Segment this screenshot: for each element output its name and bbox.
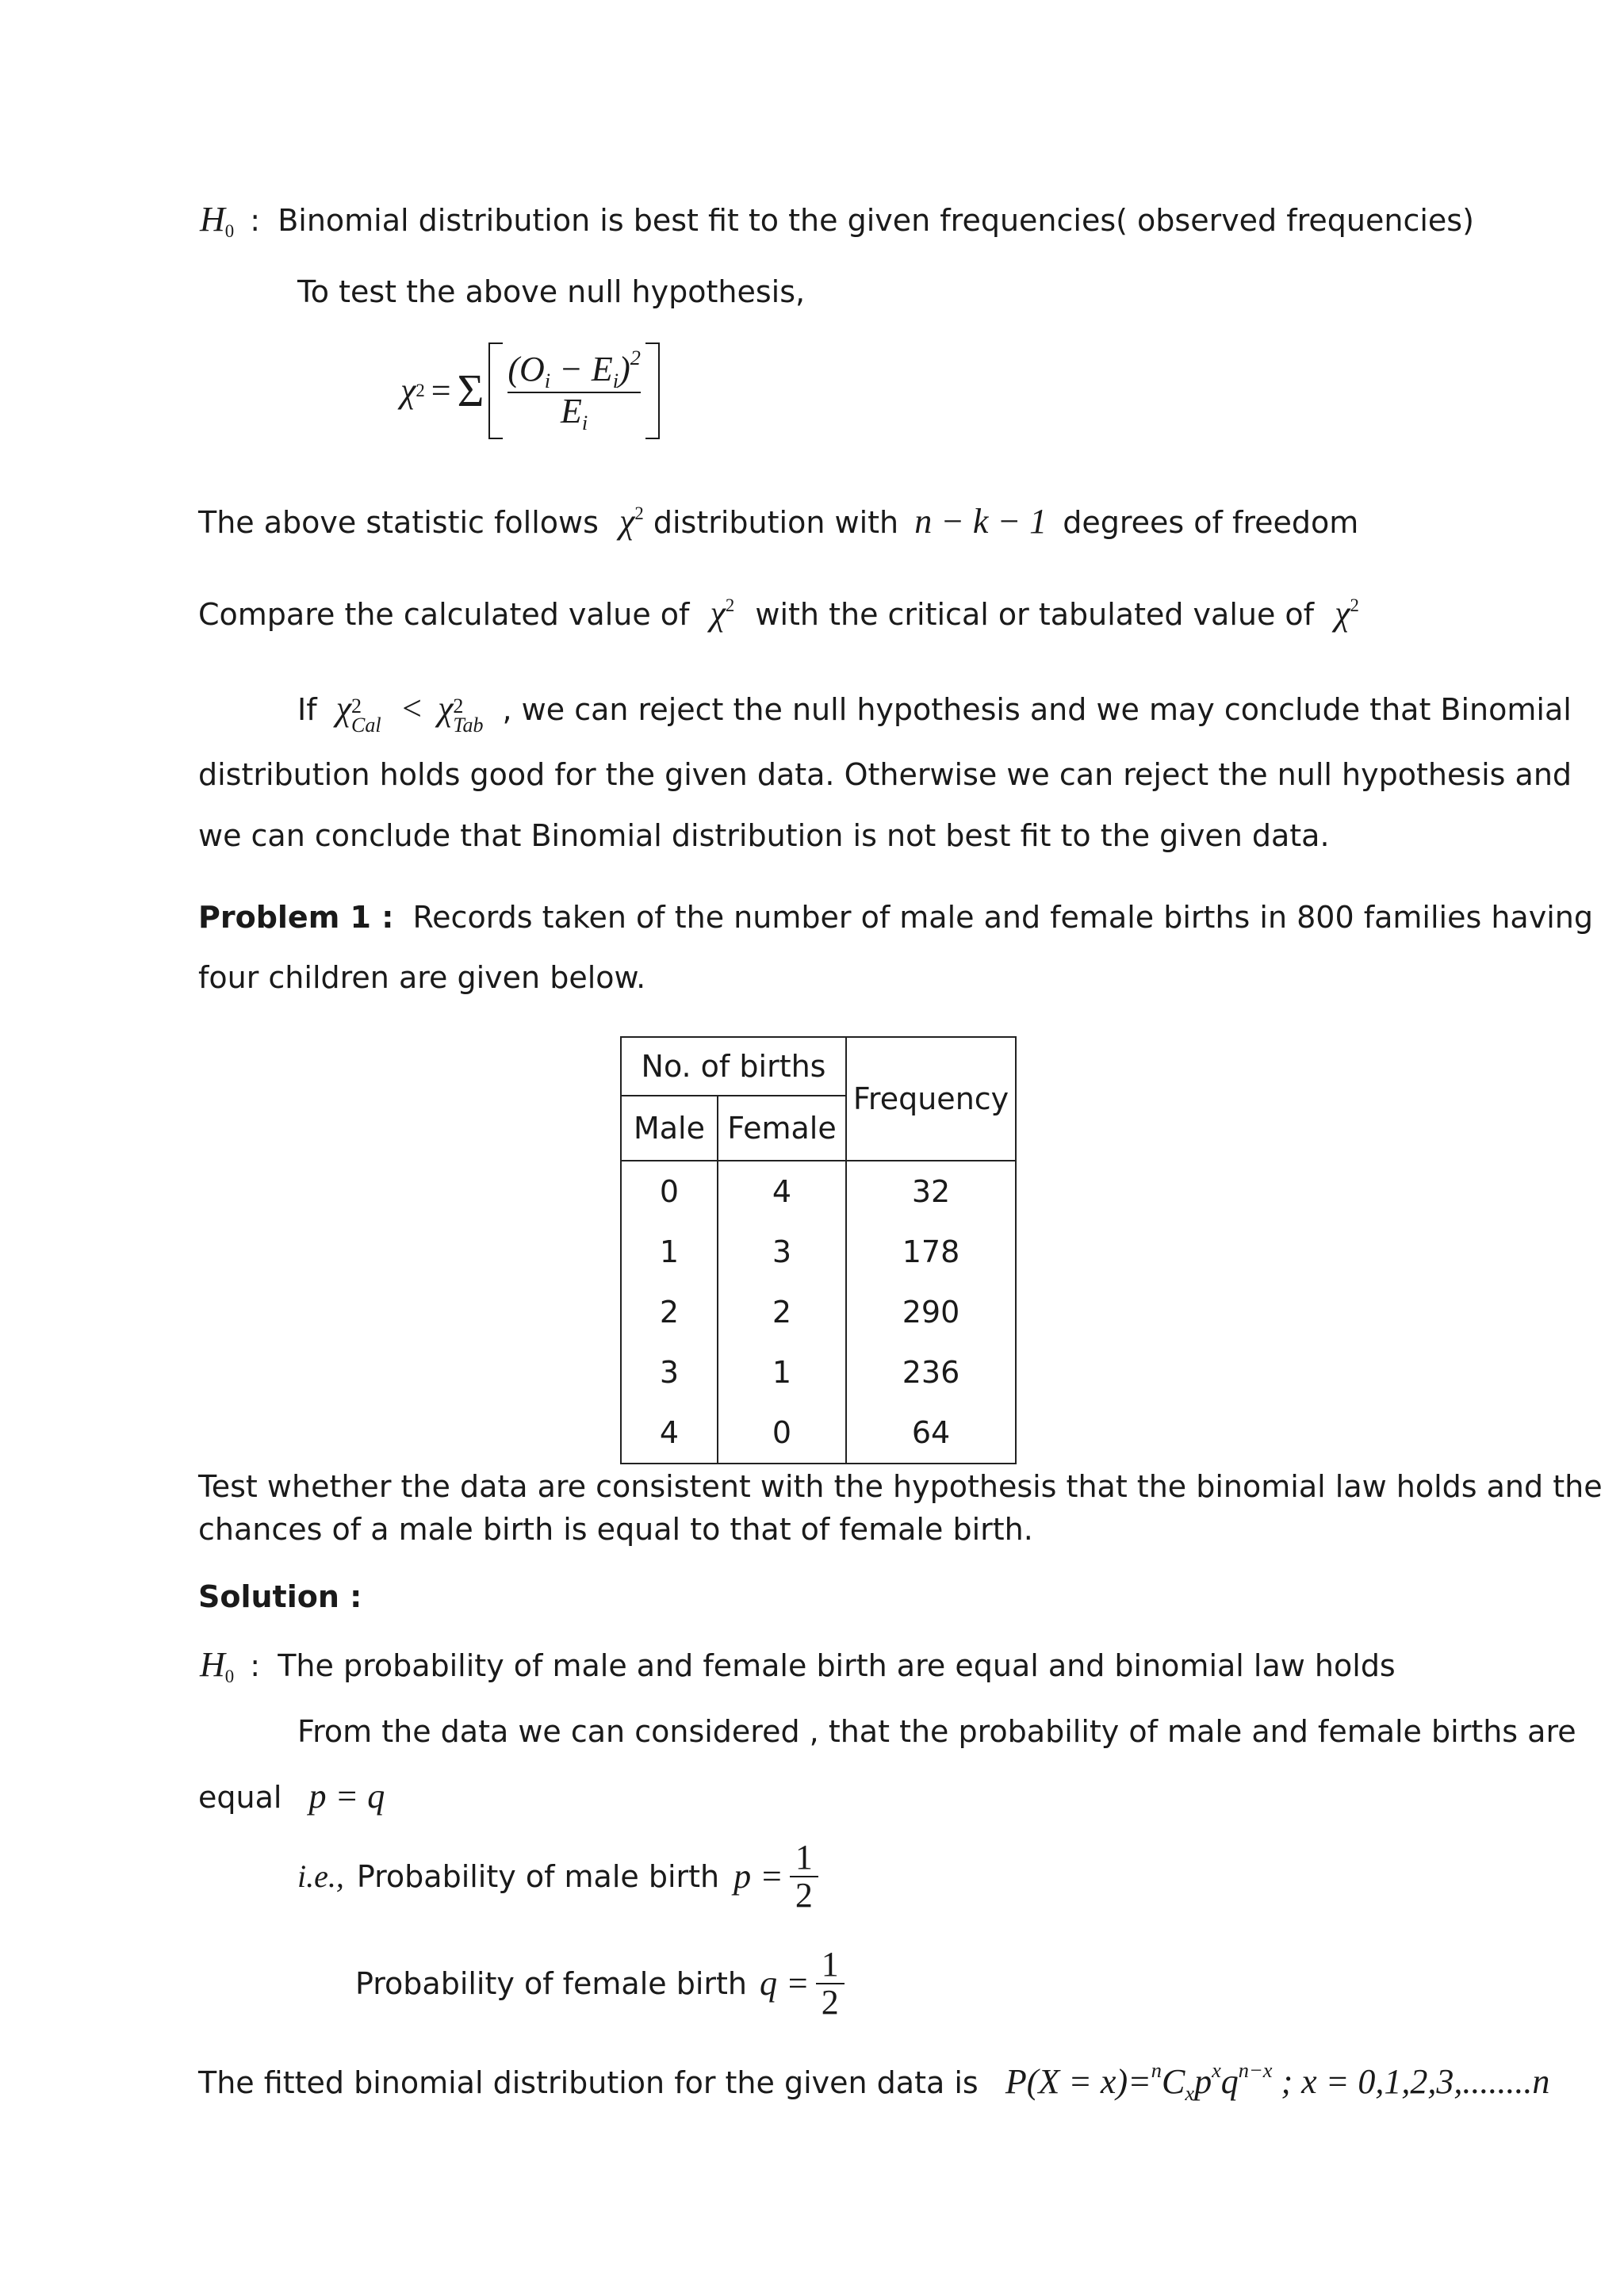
table-row: 0 4 32 bbox=[621, 1161, 1016, 1222]
paragraph-line-3: we can conclude that Binomial distribution is not best fit to the given data. bbox=[198, 818, 1330, 853]
fitted-distribution-line: The fitted binomial distribution for the given data is $P(X = x)=^nC_xp^xq^{n-x}$ ; x = 0,1,2,3,........n bbox=[198, 2058, 1550, 2106]
header-male: Male bbox=[621, 1096, 718, 1161]
table-row: 1 3 178 bbox=[621, 1222, 1016, 1282]
paragraph-line-2: distribution holds good for the given data. Otherwise we can reject the null hypothesis and bbox=[198, 757, 1572, 792]
header-no-of-births: No. of births bbox=[621, 1037, 846, 1096]
problem-line-2: four children are given below. bbox=[198, 960, 646, 995]
half-fraction: $\frac{1}{2}$ bbox=[790, 1839, 818, 1914]
compare-line: Compare the calculated value of $\chi^2$ with the critical or tabulated value of $\chi^2$ bbox=[198, 594, 1359, 633]
test-line-2: chances of a male birth is equal to that of female birth. bbox=[198, 1512, 1033, 1547]
table-row: 2 2 290 bbox=[621, 1282, 1016, 1342]
table-row: 4 0 64 bbox=[621, 1402, 1016, 1464]
decision-rule-line: If χ 2 Cal < χ 2 Tab , we can reject the null hypothesis and we may conclude that Binomial bbox=[297, 689, 1572, 737]
test-line-1: Test whether the data are consistent with the hypothesis that the binomial law holds and the bbox=[198, 1469, 1603, 1504]
prob-female-line: Probability of female birth q = $\frac{1}{2}$ bbox=[355, 1946, 845, 2021]
right-bracket bbox=[645, 342, 660, 439]
header-female: Female bbox=[718, 1096, 846, 1161]
statistic-line: The above statistic follows $\chi^2$ distribution with n − k − 1 degrees of freedom bbox=[198, 502, 1359, 541]
births-table bbox=[620, 1036, 1017, 1464]
fitted-formula: $P(X = x)=^nC_xp^xq^{n-x}$ ; x = 0,1,2,3,........n bbox=[1005, 2058, 1550, 2106]
chi-square-fraction: $\frac{(O_i - E_i)^2}{E_i}$ bbox=[508, 345, 641, 435]
solution-line-2: From the data we can considered , that the probability of male and female births are bbox=[297, 1714, 1576, 1749]
half-fraction: $\frac{1}{2}$ bbox=[816, 1946, 845, 2021]
header-frequency: Frequency bbox=[846, 1037, 1016, 1161]
solution-h0-line: $H_0$ : The probability of male and female birth are equal and binomial law holds bbox=[200, 1645, 1396, 1686]
problem-label: Problem 1 : bbox=[198, 900, 394, 935]
solution-equal-line: equal p = q bbox=[198, 1777, 385, 1816]
solution-label: Solution : bbox=[198, 1579, 362, 1614]
table-row: 3 1 236 bbox=[621, 1342, 1016, 1402]
chi-square-formula: χ 2 = Σ $\frac{(O_i - E_i)^2}{E_i}$ bbox=[400, 342, 660, 439]
problem-line-1: Problem 1 : Records taken of the number of male and female births in 800 families having bbox=[198, 900, 1593, 935]
prob-male-line: i.e., Probability of male birth p = $\frac{1}{2}$ bbox=[297, 1839, 818, 1914]
h0-symbol: H bbox=[200, 200, 225, 239]
null-hypothesis-line: $H_0$ : Binomial distribution is best fit to the given frequencies( observed frequencies) bbox=[200, 200, 1474, 241]
left-bracket bbox=[488, 342, 503, 439]
null-hypothesis-text: Binomial distribution is best fit to the given frequencies( observed frequencies) bbox=[278, 203, 1474, 238]
test-intro-line: To test the above null hypothesis, bbox=[297, 274, 806, 309]
